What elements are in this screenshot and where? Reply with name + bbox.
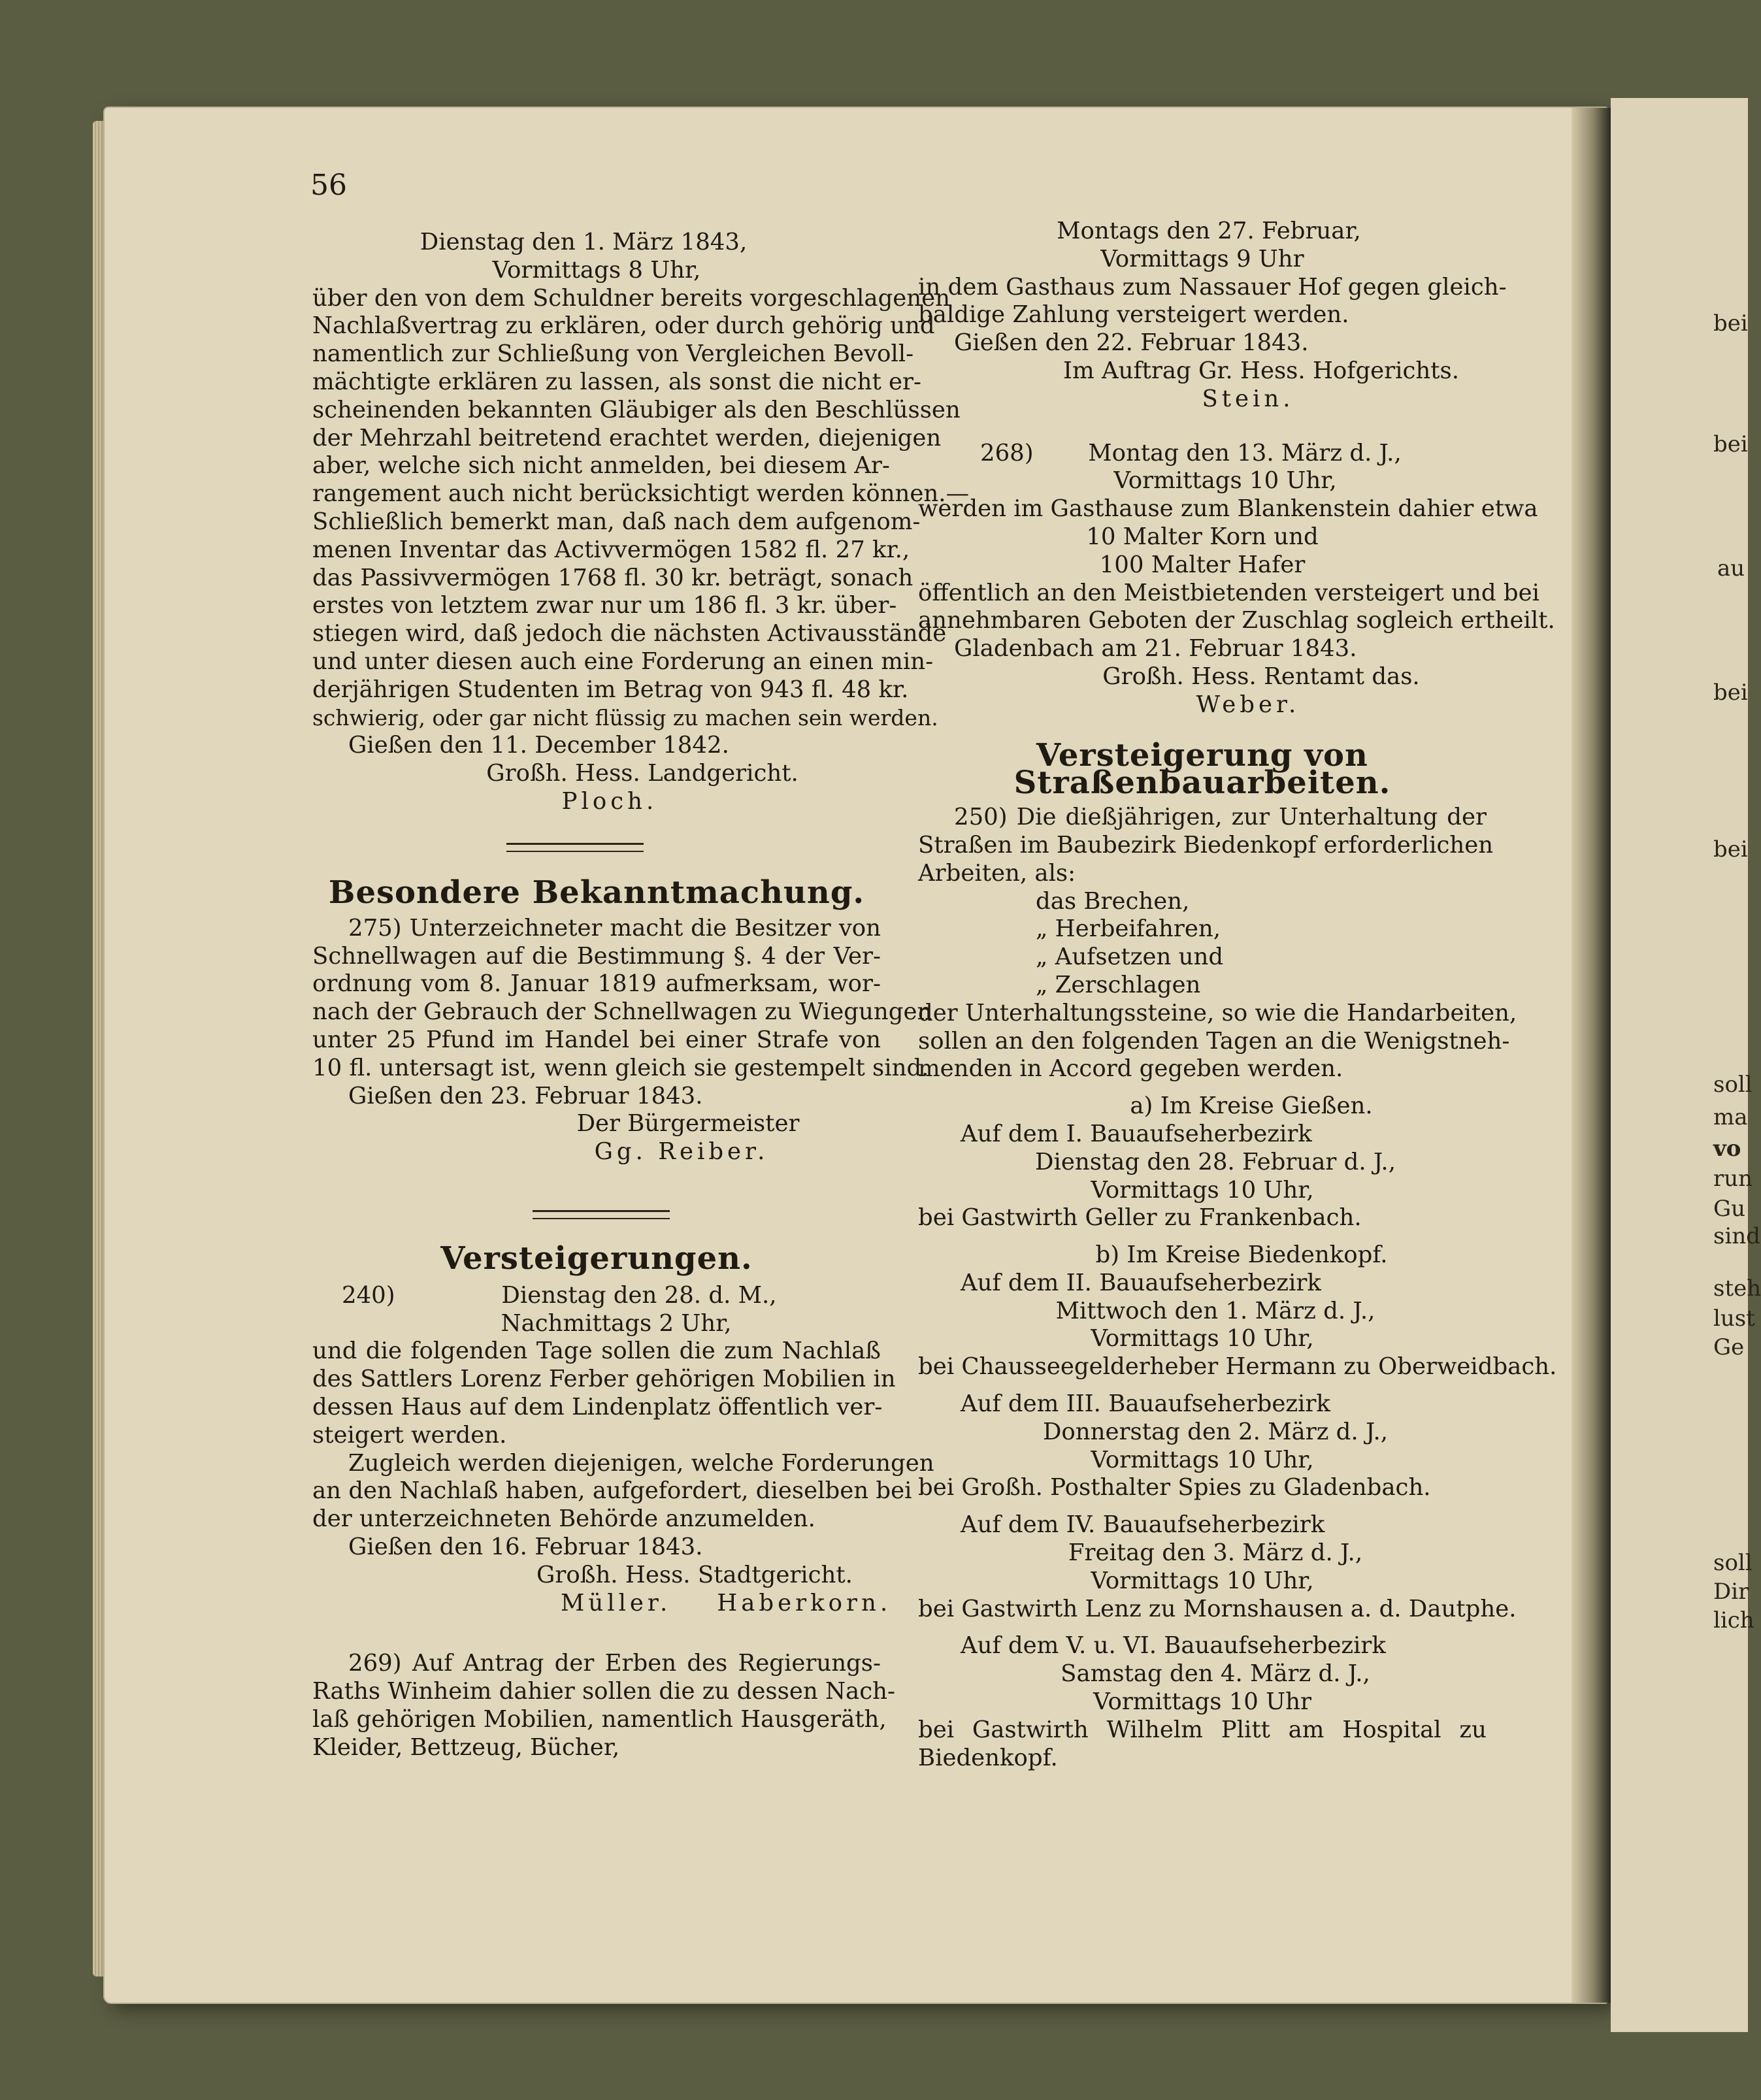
page-number: 56 xyxy=(310,169,347,202)
time-line: Vormittags 9 Uhr xyxy=(1100,245,1304,272)
text-line: aber, welche sich nicht anmelden, bei diesem Ar- xyxy=(312,452,890,480)
district-line: Auf dem IV. Bauaufseherbezirk xyxy=(961,1511,1325,1539)
book-gutter xyxy=(1572,108,1611,2003)
list-item: „ Zerschlagen xyxy=(1036,971,1201,998)
place-line: bei Gastwirth Geller zu Frankenbach. xyxy=(918,1204,1362,1232)
district-line: Auf dem I. Bauaufseherbezirk xyxy=(961,1120,1312,1147)
text-line: der Mehrzahl beitretend erachtet werden, diejenigen xyxy=(312,424,942,451)
section-divider xyxy=(506,843,644,852)
heading-auctions: Versteigerungen. xyxy=(440,1240,753,1277)
notice-number: 268) xyxy=(980,439,1034,467)
left-column-special xyxy=(312,874,932,1166)
text-line: mächtigte erklären zu lassen, als sonst die nicht er- xyxy=(312,368,921,395)
text-line: 269) Auf Antrag der Erben des Regierungs- xyxy=(348,1650,881,1677)
date-line: Montag den 13. März d. J., xyxy=(1088,439,1402,467)
text-line: baldige Zahlung versteigert werden. xyxy=(918,301,1349,329)
section-label: a) Im Kreise Gießen. xyxy=(1130,1092,1373,1120)
date-line: Dienstag den 28. d. M., xyxy=(501,1281,777,1309)
notice-275 xyxy=(312,914,932,1166)
place-line: bei Gastwirth Lenz zu Mornshausen a. d. Dautphe. xyxy=(918,1595,1517,1622)
next-page-fragment: bei xyxy=(1713,680,1748,706)
text-line: rangement auch nicht berücksichtigt werden können.— xyxy=(312,480,970,508)
text-line: erstes von letztem zwar nur um 186 fl. 3 kr. über- xyxy=(312,592,897,619)
time-line: Vormittags 10 Uhr, xyxy=(1091,1176,1314,1204)
text-line: Straßen im Baubezirk Biedenkopf erforderlichen xyxy=(918,831,1494,859)
signature: Gg. Reiber. xyxy=(594,1138,769,1166)
list-item: „ Aufsetzen und xyxy=(1036,943,1224,971)
text-line: nach der Gebrauch der Schnellwagen zu Wiegungen xyxy=(312,998,932,1026)
next-page-fragment: Dir xyxy=(1713,1579,1749,1605)
text-line: 250) Die dießjährigen, zur Unterhaltung der xyxy=(954,804,1487,831)
right-column xyxy=(918,218,1557,1772)
text-line: der Unterhaltungssteine, so wie die Handarbeiten, xyxy=(918,999,1517,1026)
place-line: bei Chausseegelderheber Hermann zu Oberweidbach. xyxy=(918,1353,1557,1381)
text-line: stiegen wird, daß jedoch die nächsten Activausstände xyxy=(312,620,947,648)
text-line: und unter diesen auch eine Forderung an einen min- xyxy=(312,648,934,675)
notice-240 xyxy=(312,1281,934,1618)
text-line: 275) Unterzeichneter macht die Besitzer von xyxy=(348,914,881,942)
authority: Der Bürgermeister xyxy=(576,1110,800,1138)
signature: Müller. xyxy=(561,1589,672,1616)
text-line: steigert werden. xyxy=(312,1421,507,1449)
text-line: schwierig, oder gar nicht flüssig zu machen sein werden. xyxy=(312,704,938,730)
text-line: scheinenden bekannten Gläubiger als den Beschlüssen xyxy=(312,396,961,423)
text-line: menden in Accord gegeben werden. xyxy=(918,1055,1343,1083)
time-line: Vormittags 10 Uhr, xyxy=(1113,467,1337,495)
next-page-fragment: vo xyxy=(1713,1136,1741,1162)
district-line: Auf dem II. Bauaufseherbezirk xyxy=(961,1269,1321,1296)
text-line: sollen an den folgenden Tagen an die Wenigstneh- xyxy=(918,1027,1510,1055)
text-line: der unterzeichneten Behörde anzumelden. xyxy=(312,1505,815,1533)
signature: Stein. xyxy=(1202,385,1294,412)
date-line: Dienstag den 28. Februar d. J., xyxy=(1035,1148,1396,1175)
section-label: b) Im Kreise Biedenkopf. xyxy=(1095,1241,1388,1269)
notice-continuation-1843 xyxy=(312,229,970,816)
text-line: Arbeiten, als: xyxy=(918,859,1076,887)
text-line: Schließlich bemerkt man, daß nach dem aufgenom- xyxy=(312,508,921,535)
place-line: bei Großh. Posthalter Spies zu Gladenbach. xyxy=(918,1474,1431,1501)
text-line: Schnellwagen auf die Bestimmung §. 4 der Ver- xyxy=(312,942,881,970)
text-line: ordnung vom 8. Januar 1819 aufmerksam, wor- xyxy=(312,970,881,998)
authority: Im Auftrag Gr. Hess. Hofgerichts. xyxy=(1062,357,1460,384)
next-page-fragment: steh xyxy=(1713,1275,1761,1302)
next-page-fragment: bei xyxy=(1713,431,1748,457)
place-line: Biedenkopf. xyxy=(918,1744,1058,1771)
district-line: Auf dem V. u. VI. Bauaufseherbezirk xyxy=(961,1632,1386,1660)
notice-250 xyxy=(918,804,1557,1772)
text-line: und die folgenden Tage sollen die zum Nachlaß xyxy=(312,1337,881,1365)
heading-special-notice: Besondere Bekanntmachung. xyxy=(328,874,865,911)
list-item: „ Herbeifahren, xyxy=(1036,915,1221,943)
notice-268 xyxy=(918,439,1555,719)
date-line: Samstag den 4. März d. J., xyxy=(1061,1660,1370,1688)
next-page-fragment: bei xyxy=(1713,310,1748,336)
notice-continuation-hofgericht xyxy=(918,218,1507,414)
place-date: Gießen den 11. December 1842. xyxy=(348,732,729,759)
next-page-fragment: bei xyxy=(1713,836,1748,862)
text-line: derjährigen Studenten im Betrag von 943 fl. 48 kr. xyxy=(312,676,909,703)
heading-road-auction: Versteigerung von Straßenbauarbeiten. xyxy=(1013,736,1391,802)
text-line: über den von dem Schuldner bereits vorgeschlagenen xyxy=(312,284,951,312)
text-line: das Passivvermögen 1768 fl. 30 kr. beträgt, sonach xyxy=(312,564,913,591)
text-line: Kleider, Bettzeug, Bücher, xyxy=(312,1733,620,1761)
text-line: 10 fl. untersagt ist, wenn gleich sie gestempelt sind. xyxy=(312,1054,929,1081)
text-line: an den Nachlaß haben, aufgefordert, dieselben bei xyxy=(312,1477,912,1505)
next-page-fragment: ma xyxy=(1713,1104,1748,1130)
signature-line xyxy=(312,1589,892,1618)
date-line: Dienstag den 1. März 1843, xyxy=(420,229,748,255)
signature: Weber. xyxy=(1196,691,1300,718)
place-date: Gießen den 23. Februar 1843. xyxy=(348,1082,703,1109)
list-item: 10 Malter Korn und xyxy=(1086,523,1319,550)
text-line: werden im Gasthause zum Blankenstein dahier etwa xyxy=(918,495,1538,523)
place-date: Gießen den 22. Februar 1843. xyxy=(954,329,1309,357)
next-page-fragment: Gu xyxy=(1713,1196,1746,1222)
next-page xyxy=(1611,98,1748,2032)
text-line: menen Inventar das Activvermögen 1582 fl. 27 kr., xyxy=(312,536,910,563)
next-page-fragment: lust xyxy=(1713,1305,1755,1332)
text-line: öffentlich an den Meistbietenden versteigert und bei xyxy=(918,579,1539,606)
text-line: in dem Gasthaus zum Nassauer Hof gegen gleich- xyxy=(918,273,1507,301)
text-line: namentlich zur Schließung von Vergleichen Bevoll- xyxy=(312,340,914,368)
text-line: Raths Winheim dahier sollen die zu dessen Nach- xyxy=(312,1678,895,1705)
date-line: Freitag den 3. März d. J., xyxy=(1068,1539,1363,1567)
time-line: Vormittags 10 Uhr, xyxy=(1091,1325,1314,1353)
notice-269 xyxy=(312,1650,895,1762)
list-item: 100 Malter Hafer xyxy=(1099,551,1306,578)
time-line: Vormittags 10 Uhr, xyxy=(1091,1567,1314,1594)
place-date: Gladenbach am 21. Februar 1843. xyxy=(954,635,1357,663)
place-date: Gießen den 16. Februar 1843. xyxy=(348,1533,703,1560)
time-line: Vormittags 10 Uhr, xyxy=(1091,1446,1314,1473)
text-line: Nachlaßvertrag zu erklären, oder durch gehörig und xyxy=(312,312,935,340)
list-item: das Brechen, xyxy=(1036,887,1190,915)
date-line: Donnerstag den 2. März d. J., xyxy=(1042,1418,1389,1445)
next-page-fragment: lich xyxy=(1713,1607,1754,1633)
time-line: Vormittags 8 Uhr, xyxy=(492,256,701,284)
next-page-fragment: sind xyxy=(1713,1223,1760,1249)
authority: Großh. Hess. Rentamt das. xyxy=(1102,663,1420,690)
next-page-fragment: soll xyxy=(1713,1550,1753,1576)
place-line: bei Gastwirth Wilhelm Plitt am Hospital zu xyxy=(918,1716,1487,1743)
section-divider xyxy=(533,1210,670,1219)
left-column-auctions xyxy=(312,1240,934,1762)
authority: Großh. Hess. Stadtgericht. xyxy=(536,1561,853,1588)
left-column xyxy=(312,229,970,816)
text-line: dessen Haus auf dem Lindenplatz öffentlich ver- xyxy=(312,1393,883,1420)
text-line: laß gehörigen Mobilien, namentlich Hausgeräth, xyxy=(312,1705,887,1733)
signature: Ploch. xyxy=(561,787,658,815)
time-line: Nachmittags 2 Uhr, xyxy=(501,1309,732,1337)
text-line: annehmbaren Geboten der Zuschlag sogleich ertheilt. xyxy=(918,607,1555,634)
text-line: Zugleich werden diejenigen, welche Forderungen xyxy=(348,1449,934,1477)
district-line: Auf dem III. Bauaufseherbezirk xyxy=(961,1390,1330,1418)
signature: Haberkorn. xyxy=(717,1589,892,1616)
next-page-fragment: au xyxy=(1717,555,1745,582)
date-line: Montags den 27. Februar, xyxy=(1057,218,1361,244)
date-line: Mittwoch den 1. März d. J., xyxy=(1055,1297,1375,1324)
text-line: unter 25 Pfund im Handel bei einer Strafe von xyxy=(312,1026,881,1053)
time-line: Vormittags 10 Uhr xyxy=(1093,1688,1311,1716)
authority: Großh. Hess. Landgericht. xyxy=(486,760,798,787)
next-page-fragment: run xyxy=(1713,1166,1753,1192)
next-page-fragment: Ge xyxy=(1713,1334,1745,1360)
next-page-fragment: soll xyxy=(1713,1072,1753,1098)
notice-number: 240) xyxy=(342,1281,395,1309)
text-line: des Sattlers Lorenz Ferber gehörigen Mobilien in xyxy=(312,1366,896,1393)
